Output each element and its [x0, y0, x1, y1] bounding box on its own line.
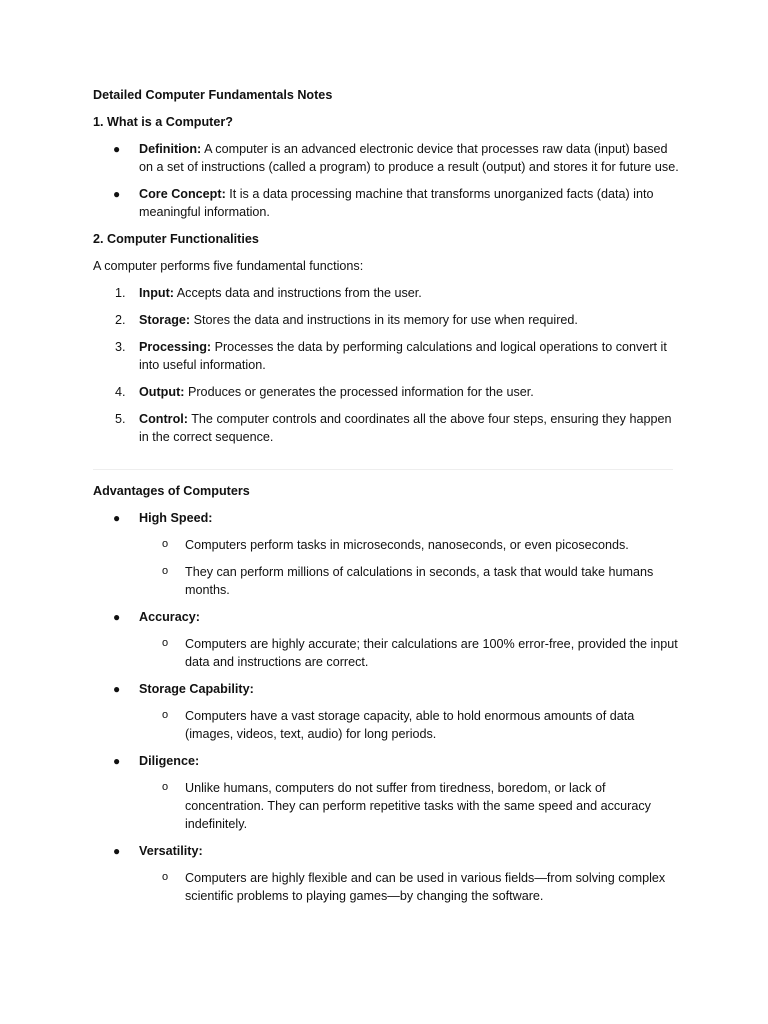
- sub-list-item: [139, 779, 683, 833]
- list-item: [93, 338, 683, 374]
- functions-intro: A computer performs five fundamental functions:: [93, 259, 364, 273]
- list-item: [93, 185, 683, 221]
- list-item: [93, 284, 683, 302]
- item-label: High Speed:: [139, 511, 213, 525]
- item-number: 4.: [115, 385, 126, 399]
- list-item: [93, 752, 683, 833]
- circle-bullet-icon: o: [162, 781, 169, 793]
- list-item: [93, 410, 683, 446]
- list-item: [93, 680, 683, 743]
- item-text: Stores the data and instructions in its memory for use when required.: [190, 313, 578, 327]
- horizontal-divider: [93, 469, 673, 470]
- item-number: 3.: [115, 340, 126, 354]
- item-label: Input:: [139, 286, 174, 300]
- advantages-list: [93, 509, 683, 905]
- sub-list-item: [139, 869, 683, 905]
- item-label: Storage:: [139, 313, 191, 327]
- sub-list-item: [139, 707, 683, 743]
- bullet-icon: ●: [113, 682, 121, 696]
- circle-bullet-icon: o: [162, 538, 169, 550]
- sub-item-text: They can perform millions of calculations in seconds, a task that would take humans months.: [185, 565, 654, 597]
- item-number: 5.: [115, 412, 126, 426]
- item-label: Accuracy:: [139, 610, 200, 624]
- item-label: Core Concept:: [139, 187, 226, 201]
- circle-bullet-icon: o: [162, 637, 169, 649]
- item-label: Processing:: [139, 340, 212, 354]
- item-text: It is a data processing machine that transforms unorganized facts (data) into meaningful information.: [139, 187, 654, 219]
- item-number: 1.: [115, 286, 126, 300]
- sub-list-item: [139, 635, 683, 671]
- definition-list: [93, 140, 683, 221]
- sub-item-text: Computers are highly accurate; their calculations are 100% error-free, provided the input data and instructions are correct.: [185, 637, 678, 669]
- section-heading-what-is-computer: 1. What is a Computer?: [93, 115, 233, 129]
- bullet-icon: ●: [113, 187, 121, 201]
- item-text: Processes the data by performing calculations and logical operations to convert it into useful information.: [139, 340, 667, 372]
- sub-list: [139, 707, 683, 743]
- bullet-icon: ●: [113, 844, 121, 858]
- sub-item-text: Computers have a vast storage capacity, able to hold enormous amounts of data (images, videos, text, audio) for long periods.: [185, 709, 635, 741]
- sub-item-text: Unlike humans, computers do not suffer from tiredness, boredom, or lack of concentration. They can perform repetitive tasks with the same speed and accuracy indefinitely.: [185, 781, 651, 831]
- item-label: Definition:: [139, 142, 202, 156]
- item-text: Accepts data and instructions from the user.: [173, 286, 422, 300]
- sub-list-item: [139, 563, 683, 599]
- bullet-icon: ●: [113, 754, 121, 768]
- section-heading-functionalities: 2. Computer Functionalities: [93, 232, 259, 246]
- circle-bullet-icon: o: [162, 565, 169, 577]
- document-title: Detailed Computer Fundamentals Notes: [93, 88, 333, 102]
- circle-bullet-icon: o: [162, 709, 169, 721]
- list-item: [93, 509, 683, 599]
- item-number: 2.: [115, 313, 126, 327]
- list-item: [93, 140, 683, 176]
- list-item: [93, 842, 683, 905]
- functions-list: [93, 284, 683, 446]
- item-text: The computer controls and coordinates all the above four steps, ensuring they happen in the correct sequence.: [139, 412, 672, 444]
- item-label: Versatility:: [139, 844, 203, 858]
- sub-list-item: [139, 536, 683, 554]
- sub-list: [139, 869, 683, 905]
- item-label: Output:: [139, 385, 185, 399]
- item-label: Storage Capability:: [139, 682, 254, 696]
- sub-item-text: Computers are highly flexible and can be used in various fields—from solving complex scientific problems to playing games—by changing the software.: [185, 871, 666, 903]
- circle-bullet-icon: o: [162, 871, 169, 883]
- list-item: [93, 608, 683, 671]
- list-item: [93, 311, 683, 329]
- sub-list: [139, 536, 683, 599]
- section-heading-advantages: Advantages of Computers: [93, 484, 250, 498]
- item-text: A computer is an advanced electronic device that processes raw data (input) based on a set of instructions (called a program) to produce a result (output) and stores it for future use.: [139, 142, 679, 174]
- document-body: [93, 86, 683, 914]
- sub-list: [139, 779, 683, 833]
- bullet-icon: ●: [113, 511, 121, 525]
- list-item: [93, 383, 683, 401]
- bullet-icon: ●: [113, 142, 121, 156]
- item-label: Diligence:: [139, 754, 200, 768]
- bullet-icon: ●: [113, 610, 121, 624]
- item-text: Produces or generates the processed information for the user.: [184, 385, 534, 399]
- sub-list: [139, 635, 683, 671]
- sub-item-text: Computers perform tasks in microseconds, nanoseconds, or even picoseconds.: [185, 538, 629, 552]
- item-label: Control:: [139, 412, 188, 426]
